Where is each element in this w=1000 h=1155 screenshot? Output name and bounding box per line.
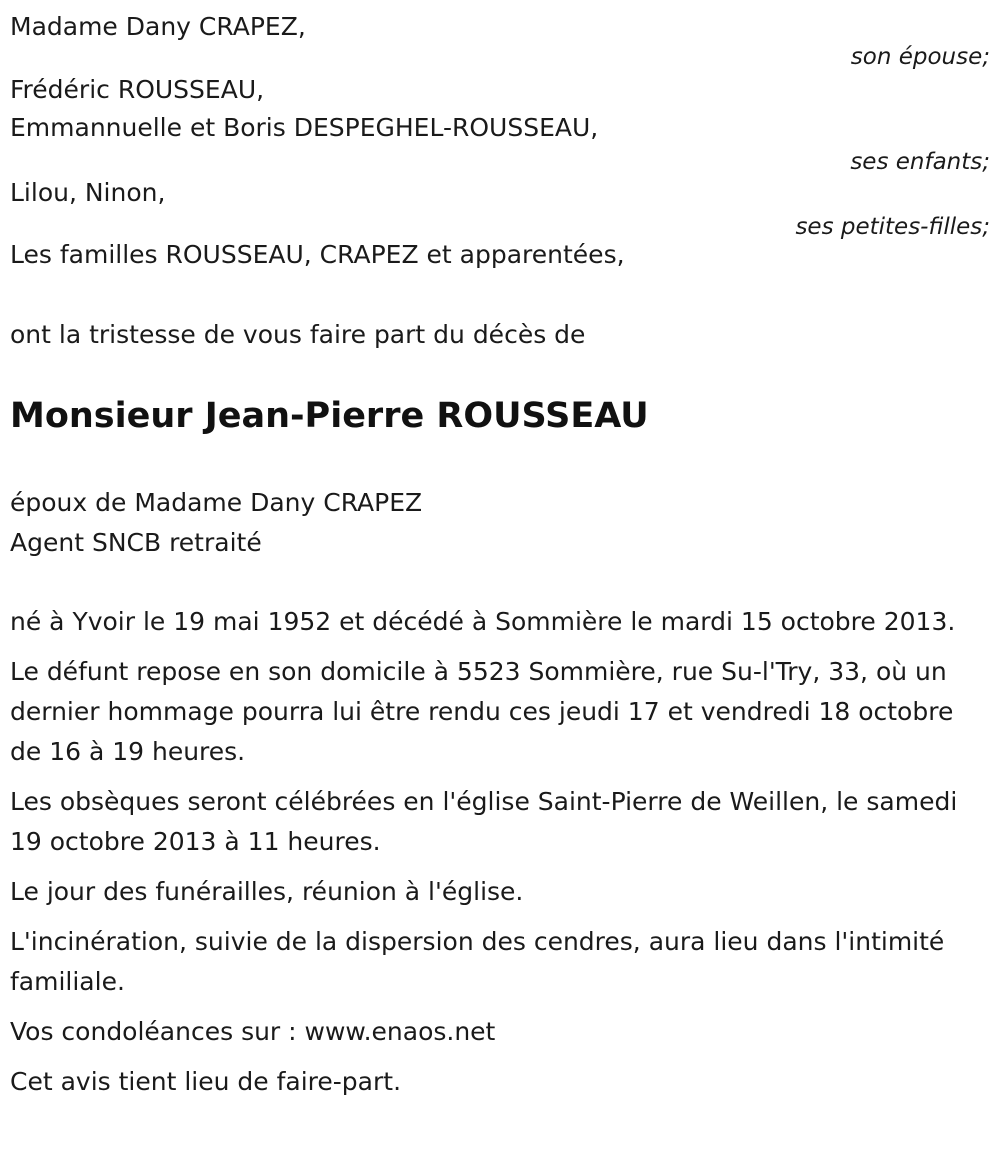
deceased-title-section bbox=[10, 394, 990, 438]
cremation-text: L'incinération, suivie de la dispersion des cendres, aura lieu dans l'intimité familiale. bbox=[10, 927, 945, 996]
funeral-text: Les obsèques seront célébrées en l'église Saint-Pierre de Weillen, le samedi 19 octobre 2013 à 11 heures. bbox=[10, 787, 958, 856]
announcement-text: ont la tristesse de vous faire part du décès de bbox=[10, 320, 586, 349]
child-name: Frédéric ROUSSEAU, bbox=[10, 75, 265, 104]
deceased-name: Monsieur Jean-Pierre ROUSSEAU bbox=[10, 396, 649, 436]
children-section bbox=[10, 71, 990, 175]
spouse-name: Madame Dany CRAPEZ, bbox=[10, 12, 306, 41]
meeting-text: Le jour des funérailles, réunion à l'église. bbox=[10, 877, 524, 906]
condolences-text: Vos condoléances sur : www.enaos.net bbox=[10, 1017, 496, 1046]
grandchildren-section bbox=[10, 174, 990, 240]
birth-death-text: né à Yvoir le 19 mai 1952 et décédé à Sommière le mardi 15 octobre 2013. bbox=[10, 607, 956, 636]
deceased-relation: époux de Madame Dany CRAPEZ bbox=[10, 488, 423, 517]
details-section bbox=[10, 602, 970, 1102]
families-section bbox=[10, 236, 990, 274]
grandchildren-names: Lilou, Ninon, bbox=[10, 178, 166, 207]
child-name: Emmannuelle et Boris DESPEGHEL-ROUSSEAU, bbox=[10, 113, 599, 142]
rest-text: Le défunt repose en son domicile à 5523 Sommière, rue Su-l'Try, 33, où un dernier hommage pourra lui être rendu ces jeudi 17 et vendredi 18 octobre de 16 à 19 heures. bbox=[10, 657, 954, 766]
family-section bbox=[10, 8, 990, 70]
grandchildren-role: ses petites-filles; bbox=[795, 214, 990, 240]
children-role: ses enfants; bbox=[850, 149, 990, 175]
deceased-profession: Agent SNCB retraité bbox=[10, 528, 262, 557]
announcement-section bbox=[10, 316, 990, 354]
notice-text: Cet avis tient lieu de faire-part. bbox=[10, 1067, 402, 1096]
extended-families: Les familles ROUSSEAU, CRAPEZ et apparentées, bbox=[10, 240, 625, 269]
spouse-role: son épouse; bbox=[850, 44, 990, 70]
deceased-info-section bbox=[10, 483, 990, 563]
